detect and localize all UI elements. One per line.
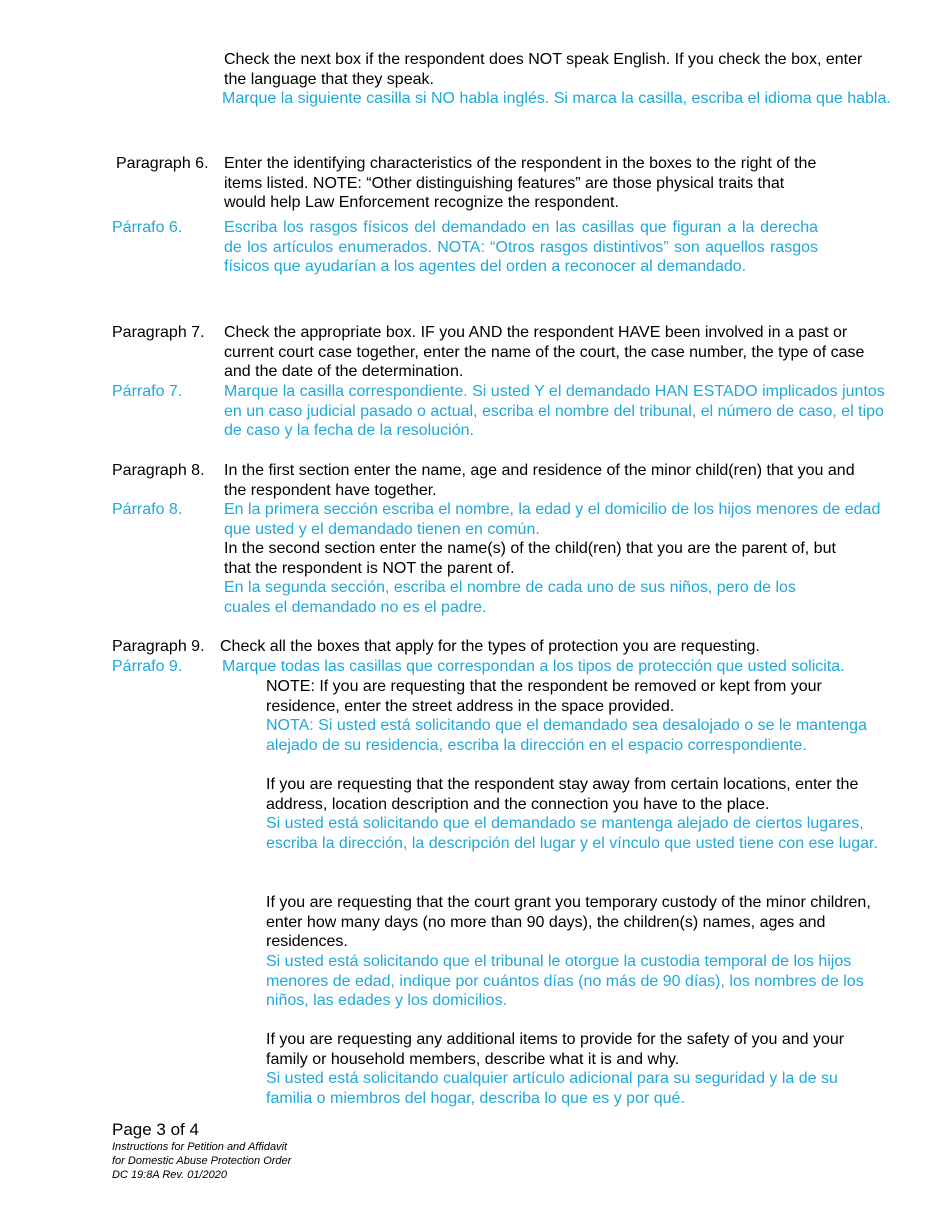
paragraph-9-note-locations-es: Si usted está solicitando que el demandado se mantenga alejado de ciertos lugares, escriba la dirección, la descripción del lugar y el vínculo que usted tiene con ese lugar. (266, 815, 878, 852)
page-number: Page 3 of 4 (112, 1120, 199, 1139)
form-identifier (112, 1140, 291, 1182)
paragraph-8-label-es: Párrafo 8. (112, 501, 183, 518)
paragraph-9-text-es: Marque todas las casillas que correspondan a los tipos de protección que usted solicita. (222, 658, 845, 675)
paragraph-8-text-es: En la primera sección escriba el nombre, la edad y el domicilio de los hijos menores de edad que usted y el demandado tienen en común. (224, 501, 881, 538)
paragraph-9-label: Paragraph 9. (112, 638, 205, 655)
paragraph-9-text: Check all the boxes that apply for the types of protection you are requesting. (220, 638, 760, 655)
paragraph-7-text-es: Marque la casilla correspondiente. Si usted Y el demandado HAN ESTADO implicados juntos en un caso judicial pasado o actual, escriba el nombre del tribunal, el número de caso, el tipo de caso y la fecha de la resolución. (224, 383, 885, 440)
paragraph-9-note-residence-es: NOTA: Si usted está solicitando que el demandado sea desalojado o se le mantenga alejado de su residencia, escriba la dirección en el espacio correspondiente. (266, 717, 867, 754)
paragraph-9-note-residence: NOTE: If you are requesting that the respondent be removed or kept from your residence, enter the street address in the space provided. (266, 678, 822, 715)
paragraph-6-label: Paragraph 6. (116, 155, 209, 172)
paragraph-8-label: Paragraph 8. (112, 462, 205, 479)
paragraph-6-text-es: Escriba los rasgos físicos del demandado en las casillas que figuran a la derecha de los artículos enumerados. NOTA: “Otros rasgos distintivos” son aquellos rasgos físicos que ayudarían a los agentes del orden a reconocer al demandado. (224, 219, 818, 276)
paragraph-7-label: Paragraph 7. (112, 324, 205, 341)
paragraph-9-note-locations: If you are requesting that the respondent stay away from certain locations, enter the address, location description and the connection you have to the place. (266, 776, 859, 813)
paragraph-7-label-es: Párrafo 7. (112, 383, 183, 400)
form-identifier-line-2: for Domestic Abuse Protection Order (112, 1155, 292, 1167)
paragraph-6-label-es: Párrafo 6. (112, 219, 183, 236)
intro-spanish: Marque la siguiente casilla si NO habla inglés. Si marca la casilla, escriba el idioma que habla. (222, 90, 891, 107)
form-identifier-line-3: DC 19:8A Rev. 01/2020 (112, 1169, 227, 1181)
paragraph-8-second-section: In the second section enter the name(s) of the child(ren) that you are the parent of, but that the respondent is NOT the parent of. (224, 540, 836, 577)
paragraph-7-text: Check the appropriate box. IF you AND the respondent HAVE been involved in a past or current court case together, enter the name of the court, the case number, the type of case and the date of the determination. (224, 324, 865, 381)
paragraph-9-note-custody-es: Si usted está solicitando que el tribunal le otorgue la custodia temporal de los hijos menores de edad, indique por cuántos días (no más de 90 días), los nombres de los niños, las edades y los domicilios. (266, 953, 864, 1010)
form-identifier-line-1: Instructions for Petition and Affidavit (112, 1141, 288, 1153)
paragraph-9-label-es: Párrafo 9. (112, 658, 183, 675)
paragraph-9-note-additional: If you are requesting any additional items to provide for the safety of you and your family or household members, describe what it is and why. (266, 1031, 845, 1068)
paragraph-8-second-section-es: En la segunda sección, escriba el nombre de cada uno de sus niños, pero de los cuales el demandado no es el padre. (224, 579, 796, 616)
paragraph-9-note-custody: If you are requesting that the court grant you temporary custody of the minor children, enter how many days (no more than 90 days), the children(s) names, ages and residences. (266, 894, 871, 951)
paragraph-8-text: In the first section enter the name, age and residence of the minor child(ren) that you and the respondent have together. (224, 462, 855, 499)
paragraph-6-text: Enter the identifying characteristics of the respondent in the boxes to the right of the items listed. NOTE: “Other distinguishing features” are those physical traits that would help Law Enforcement recognize the respondent. (224, 155, 817, 212)
intro-english: Check the next box if the respondent does NOT speak English. If you check the box, enter the language that they speak. (224, 51, 863, 88)
paragraph-9-note-additional-es: Si usted está solicitando cualquier artículo adicional para su seguridad y la de su familia o miembros del hogar, describa lo que es y por qué. (266, 1070, 838, 1107)
